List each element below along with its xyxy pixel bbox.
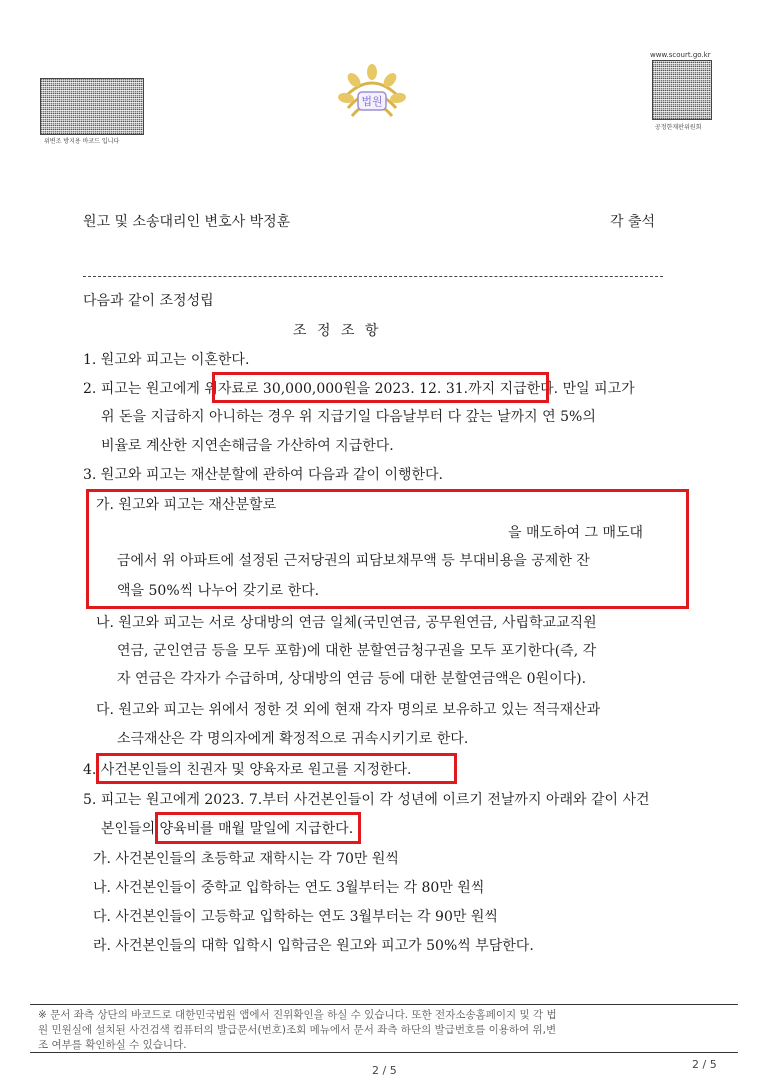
item-2-line-2: 위 돈을 지급하지 아니하는 경우 위 지급기일 다음날부터 다 갚는 날까지 연 5%의 [101, 409, 596, 425]
section-divider [83, 276, 663, 277]
item-1: 1. 원고와 피고는 이혼한다. [83, 352, 250, 368]
item-3-na-line-2: 연금, 군인연금 등을 모두 포함)에 대한 분할연금청구권을 모두 포기한다(즉, 각 [117, 643, 597, 659]
document-title: 조 정 조 항 [293, 323, 382, 339]
parties-left: 원고 및 소송대리인 변호사 박정훈 [83, 214, 291, 230]
barcode-caption: 위변조 방지용 바코드 입니다 [44, 138, 120, 145]
item-3-da-line-2: 소극재산은 각 명의자에게 확정적으로 귀속시키기로 한다. [117, 731, 469, 747]
item-3-na-line-1: 나. 원고와 피고는 서로 상대방의 연금 일체(국민연금, 공무원연금, 사립학교교직원 [96, 615, 597, 631]
item-3-ga-line-2: 을 매도하여 그 매도대 [508, 525, 644, 541]
qr-code [652, 60, 712, 120]
item-5-na: 나. 사건본인들이 중학교 입학하는 연도 3월부터는 각 80만 원씩 [93, 880, 485, 896]
seal-label: 법원 [361, 95, 383, 108]
item-3: 3. 원고와 피고는 재산분할에 관하여 다음과 같이 이행한다. [83, 467, 444, 483]
highlight-child-support [155, 812, 361, 844]
court-url: www.scourt.go.kr [650, 51, 711, 59]
item-3-ga-line-3: 금에서 위 아파트에 설정된 근저당권의 피담보채무액 등 부대비용을 공제한 잔 [117, 553, 590, 569]
item-3-da-line-1: 다. 원고와 피고는 위에서 정한 것 외에 현재 각자 명의로 보유하고 있는 적극재산과 [96, 702, 601, 718]
item-5-ra: 라. 사건본인들의 대학 입학시 입학금은 원고와 피고가 50%씩 부담한다. [93, 938, 534, 954]
parties-right: 각 출석 [610, 214, 656, 230]
court-seal [334, 58, 410, 134]
verification-barcode [40, 78, 144, 135]
item-3-ga-line-4: 액을 50%씩 나누어 갖기로 한다. [117, 583, 320, 599]
item-5-da: 다. 사건본인들이 고등학교 입학하는 연도 3월부터는 각 90만 원씩 [93, 909, 498, 925]
item-5-ga: 가. 사건본인들의 초등학교 재학시는 각 70만 원씩 [93, 851, 399, 867]
item-5-line-1: 5. 피고는 원고에게 2023. 7.부터 사건본인들이 각 성년에 이르기 전날까지 아래와 같이 사건 [83, 792, 650, 808]
item-3-ga-line-1: 가. 원고와 피고는 재산분할로 [96, 497, 277, 513]
notice-line-2: 원 민원실에 설치된 사건검색 컴퓨터의 발급문서(번호)조회 메뉴에서 문서 좌측 하단의 발급번호를 이용하여 위,변 [38, 1024, 557, 1036]
highlight-property-division [86, 489, 689, 609]
highlight-custody [96, 753, 457, 784]
item-3-na-line-3: 자 연금은 각자가 수급하며, 상대방의 연금 등에 대한 분할연금액은 0원이다). [117, 671, 587, 687]
page-number-right: 2 / 5 [692, 1058, 717, 1071]
item-5-line-2: 본인들의 양육비를 매월 말일에 지급한다. [101, 821, 354, 837]
intro-text: 다음과 같이 조정성립 [83, 293, 214, 309]
notice-line-3: 조 여부를 확인하실 수 있습니다. [38, 1039, 187, 1051]
highlight-alimony [212, 372, 549, 403]
verification-notice [30, 1004, 738, 1053]
notice-line-1: ※ 문서 좌측 상단의 바코드로 대한민국법원 앱에서 진위확인을 하실 수 있습니다. 또한 전자소송홈페이지 및 각 법 [38, 1009, 557, 1021]
item-2-line-3: 비율로 계산한 지연손해금을 가산하여 지급한다. [101, 438, 394, 454]
item-4: 4. 사건본인들의 친권자 및 양육자로 원고를 지정한다. [83, 762, 412, 778]
qr-caption: 공정한재판위원회 [655, 124, 702, 131]
item-2-line-1: 2. 피고는 원고에게 위자료로 30,000,000원을 2023. 12. 31.까지 지급한다. 만일 피고가 [83, 381, 635, 397]
page-number-center: 2 / 5 [372, 1064, 397, 1077]
